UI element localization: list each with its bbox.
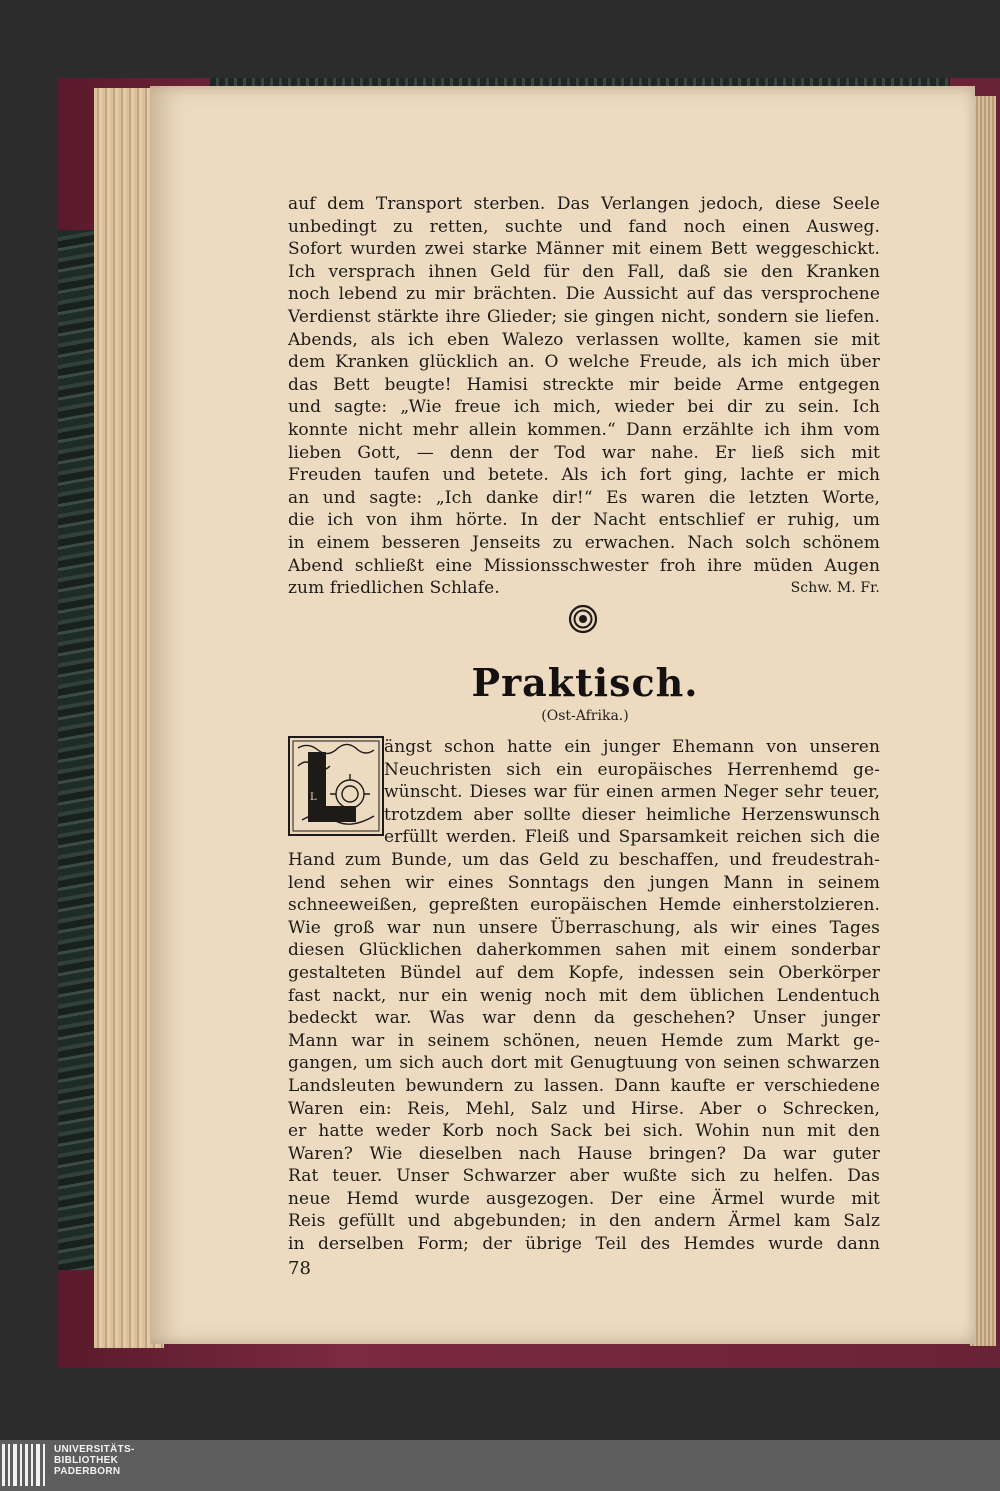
text-line	[288, 283, 880, 306]
text-line: Reis gefüllt und abgebunden; in den andern Ärmel kam Salz	[288, 1211, 880, 1232]
logo-line-2: BIBLIOTHEK	[54, 1455, 119, 1466]
text-line-content: die ich von ihm hörte. In der Nacht entschlief er ruhig, um	[288, 510, 880, 531]
author-signature: Schw. M. Fr.	[790, 580, 880, 597]
text-line: wünscht. Dieses war für einen armen Neger sehr teuer,	[384, 782, 880, 803]
text-line-content: in einem besseren Jenseits zu erwachen. Nach solch schönem	[288, 532, 880, 553]
paragraph-1	[288, 193, 880, 600]
text-line-content: auf dem Transport sterben. Das Verlangen jedoch, diese Seele	[288, 194, 880, 214]
text-line: in derselben Form; der übrige Teil des Hemdes wurde dann	[288, 1234, 880, 1255]
text-line: trotzdem aber sollte dieser heimliche Herzenswunsch	[384, 804, 880, 825]
text-line: fast nackt, nur ein wenig noch mit dem üblichen Lendentuch	[288, 985, 880, 1006]
text-line-content: unbedingt zu retten, suchte und fand noch einen Ausweg.	[288, 216, 880, 237]
text-line	[288, 261, 880, 284]
text-line: schneeweißen, gepreßten europäischen Hemde einherstolzieren.	[288, 895, 880, 916]
text-line: Mann war in seinem schönen, neuen Hemde zum Markt ge-	[288, 1030, 880, 1051]
text-line: Rat teuer. Unser Schwarzer aber wußte sich zu helfen. Das	[288, 1166, 880, 1187]
text-line-content: konnte nicht mehr allein kommen.“ Dann erzählte ich ihm vom	[288, 419, 880, 440]
text-line-content: Abend schließt eine Missionsschwester froh ihre müden Augen	[288, 555, 880, 576]
text-line-content: an und sagte: „Ich danke dir!“ Es waren die letzten Worte,	[288, 487, 880, 508]
paragraph-2	[288, 736, 880, 1256]
library-logo-text	[54, 1444, 135, 1477]
text-line	[288, 374, 880, 397]
text-line: er hatte weder Korb noch Sack bei sich. Wohin nun mit den	[288, 1121, 880, 1142]
text-line: Wie groß war nun unsere Überraschung, als wir eines Tages	[288, 917, 880, 938]
text-line: Waren? Wie dieselben nach Hause bringen? Da war guter	[288, 1143, 880, 1164]
cover-marbled-spine	[58, 230, 98, 1270]
text-line: diesen Glücklichen daherkommen sahen mit einem sonderbar	[288, 940, 880, 961]
text-line: Landsleuten bewundern zu lassen. Dann kaufte er verschiedene	[288, 1075, 880, 1096]
text-line-content: Ich versprach ihnen Geld für den Fall, daß sie den Kranken	[288, 261, 880, 282]
library-barcode-logo-icon	[0, 1442, 50, 1488]
text-line: gangen, um sich auch dort mit Genugtuung von seinen schwarzen	[288, 1053, 880, 1074]
text-line-content: und sagte: „Wie freue ich mich, wieder bei dir zu sein. Ich	[288, 397, 880, 418]
logo-line-1: UNIVERSITÄTS-	[54, 1444, 135, 1455]
text-line	[288, 442, 880, 465]
article-subheading: (Ost-Afrika.)	[541, 708, 629, 724]
text-line-content: dem Kranken glücklich an. O welche Freude, als ich mich über	[288, 352, 880, 373]
text-line-content: lieben Gott, — denn der Tod war nahe. Er ließ sich mit	[288, 442, 880, 463]
text-line	[288, 577, 880, 600]
text-line	[288, 329, 880, 352]
text-line	[288, 487, 880, 510]
text-line-content: Verdienst stärkte ihre Glieder; sie gingen nicht, sondern sie liefen.	[288, 306, 880, 327]
initial-letter-glyph: L	[310, 792, 317, 803]
text-line	[288, 396, 880, 419]
text-line-content: zum friedlichen Schlafe.	[288, 578, 500, 599]
text-line-content: Freuden taufen und betete. Als ich fort ging, lachte er mich	[288, 465, 880, 486]
text-line: neue Hemd wurde ausgezogen. Der eine Ärmel wurde mit	[288, 1188, 880, 1209]
text-line: Waren ein: Reis, Mehl, Salz und Hirse. Aber o Schrecken,	[288, 1098, 880, 1119]
text-line: bedeckt war. Was war denn da geschehen? Unser junger	[288, 1008, 880, 1029]
footer-bar	[0, 1440, 1000, 1491]
text-line	[288, 193, 880, 216]
text-line	[288, 306, 880, 329]
text-line	[288, 555, 880, 578]
text-line	[288, 238, 880, 261]
text-line: erfüllt werden. Fleiß und Sparsamkeit reichen sich die	[384, 827, 880, 848]
logo-line-3: PADERBORN	[54, 1466, 121, 1477]
text-line	[288, 509, 880, 532]
text-line-content: Sofort wurden zwei starke Männer mit einem Bett weggeschickt.	[288, 239, 880, 260]
text-line	[288, 532, 880, 555]
text-line-content: Abends, als ich eben Walezo verlassen wollte, kamen sie mit	[288, 329, 880, 350]
text-line: lend sehen wir eines Sonntags den jungen Mann in seinem	[288, 872, 880, 893]
text-line: ängst schon hatte ein junger Ehemann von unseren	[384, 737, 880, 757]
text-line: gestalteten Bündel auf dem Kopfe, indessen sein Oberkörper	[288, 962, 880, 983]
text-line	[288, 419, 880, 442]
text-line: Hand zum Bunde, um das Geld zu beschaffen, und freudestrah-	[288, 849, 880, 870]
text-line	[288, 464, 880, 487]
text-line: Neuchristen sich ein europäisches Herrenhemd ge-	[384, 759, 880, 780]
text-line-content: noch lebend zu mir brächten. Die Aussicht auf das versprochene	[288, 284, 880, 305]
text-line	[288, 216, 880, 239]
concentric-circle-ornament-icon	[568, 604, 598, 634]
text-line	[288, 351, 880, 374]
page-number: 78	[288, 1258, 311, 1279]
article-heading: Praktisch.	[471, 660, 699, 705]
text-line-content: das Bett beugte! Hamisi streckte mir beide Arme entgegen	[288, 374, 880, 395]
